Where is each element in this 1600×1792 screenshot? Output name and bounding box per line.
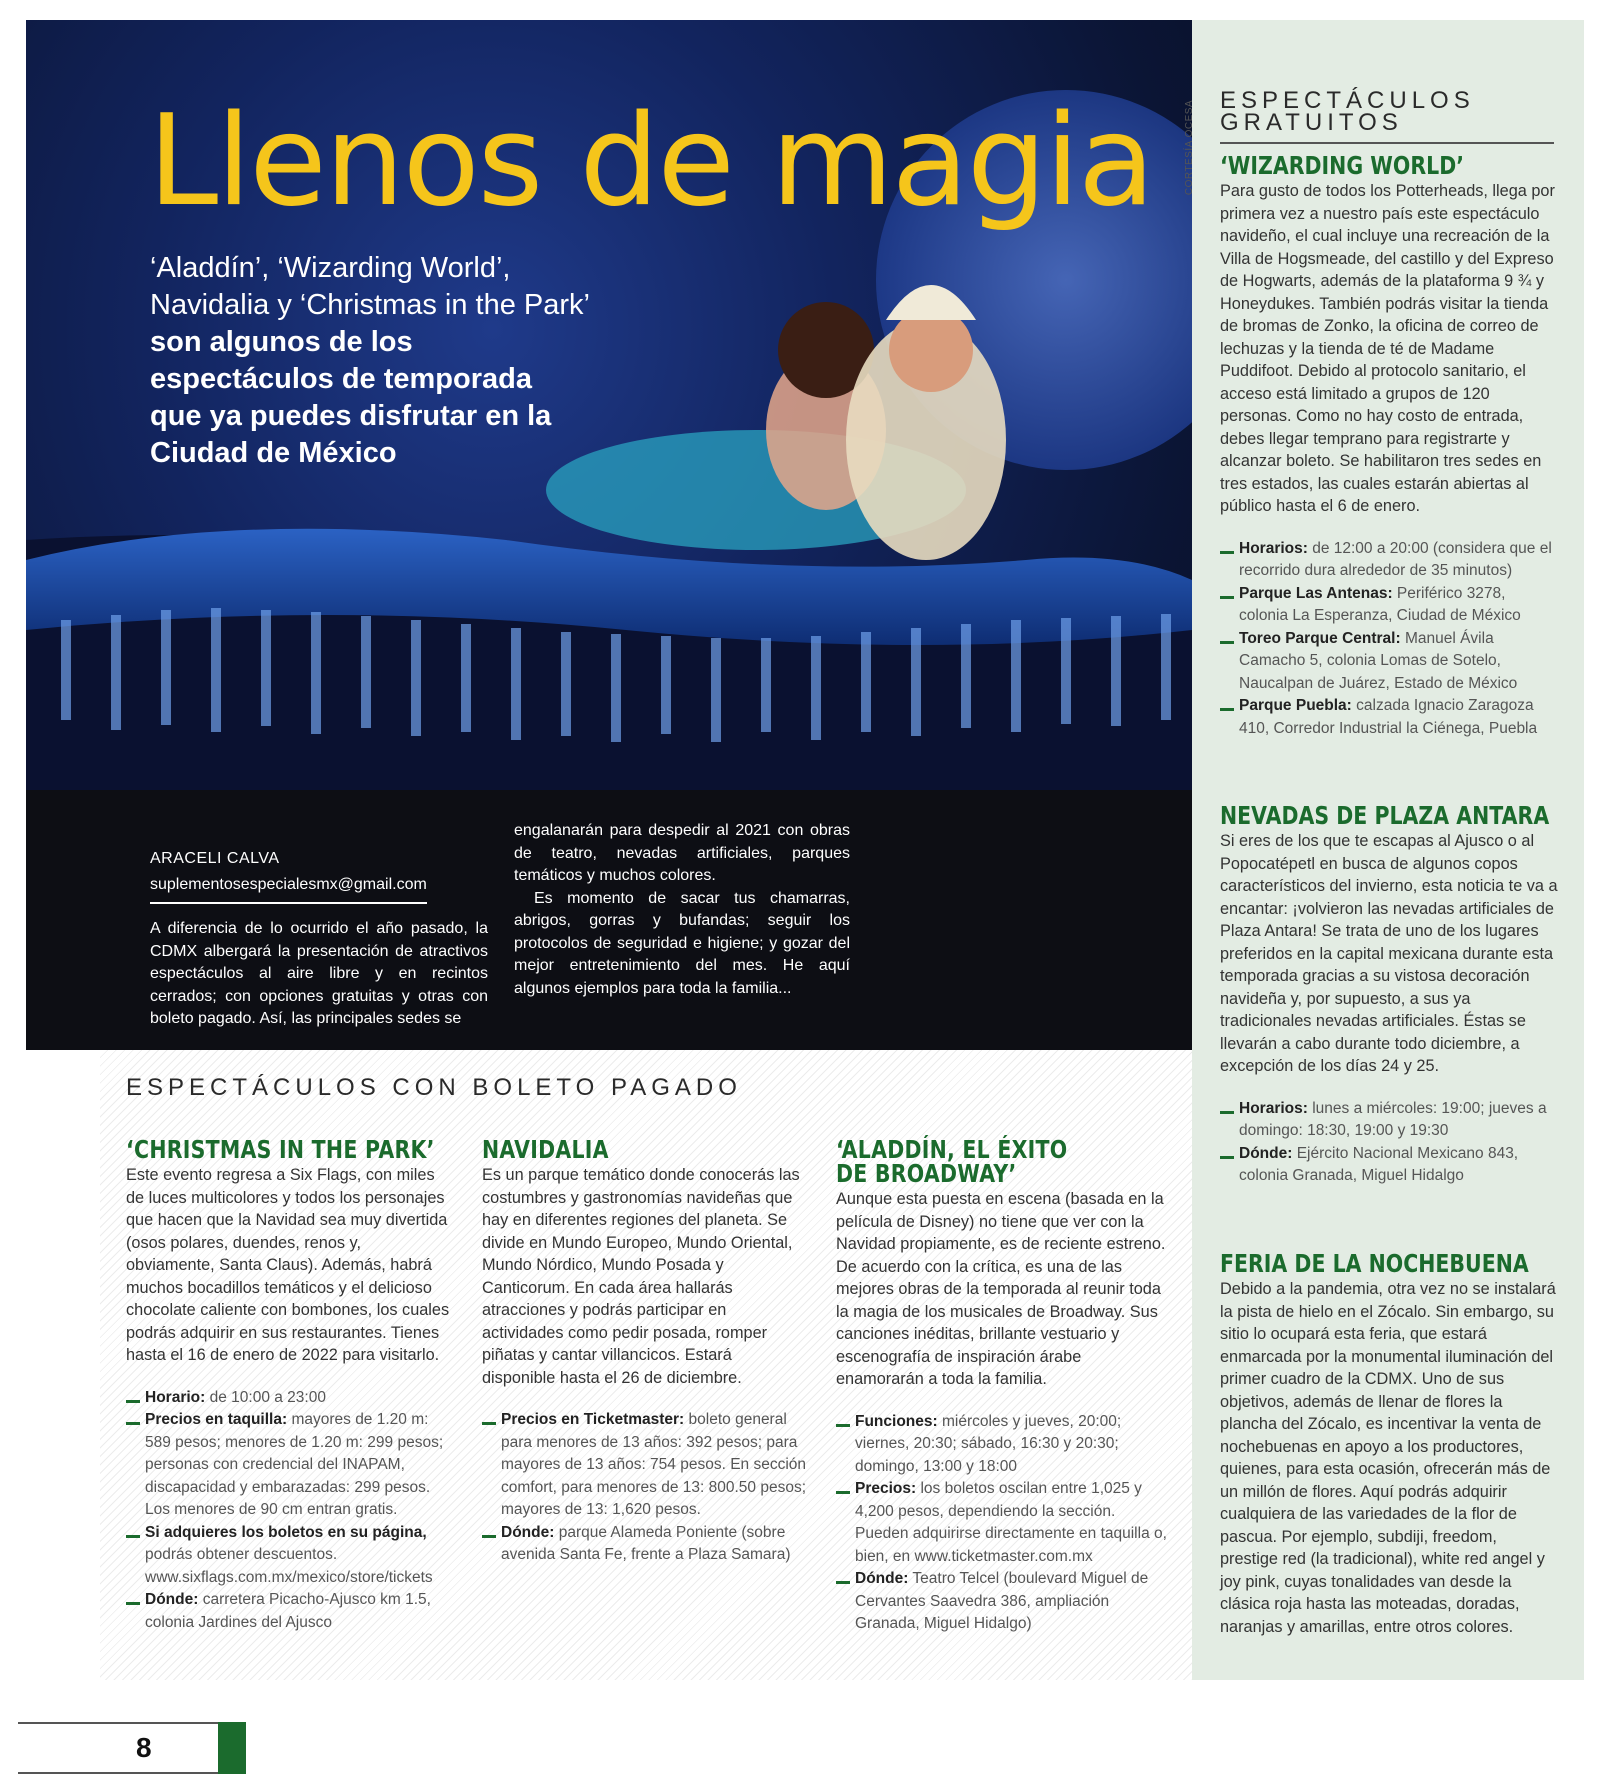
info-item <box>126 1589 452 1634</box>
info-text: podrás obtener descuentos. www.sixflags.com.mx/mexico/store/tickets <box>145 1546 433 1586</box>
info-label: Toreo Parque Central: <box>1239 629 1401 647</box>
info-text: carretera Picacho-Ajusco km 1.5, colonia Jardines del Ajusco <box>145 1591 431 1631</box>
byline-email: suplementosespecialesmx@gmail.com <box>150 876 427 904</box>
photo-credit <box>1184 92 1212 212</box>
info-text: de 12:00 a 20:00 (considera que el recorrido dura alrededor de 35 minutos) <box>1239 539 1552 579</box>
info-item <box>836 1411 1168 1479</box>
info-item <box>1220 695 1558 740</box>
byline-author: ARACELI CALVA <box>150 850 280 867</box>
article-title: ‘CHRISTMAS IN THE PARK’ <box>126 1135 435 1164</box>
info-text: Ejército Nacional Mexicano 843, colonia Granada, Miguel Hidalgo <box>1239 1144 1519 1184</box>
info-item <box>1220 1143 1558 1188</box>
article-navidalia <box>482 1135 808 1567</box>
info-list <box>1220 1098 1558 1188</box>
article-feria-nochebuena <box>1220 1249 1558 1638</box>
info-item <box>1220 538 1558 583</box>
info-item <box>1220 1098 1558 1143</box>
intro-column-1: A diferencia de lo ocurrido el año pasado, la CDMX albergará la presentación de atractivos espectáculos al aire libre y en recintos cerrados; con opciones gratuitas y otras con boleto pagado. Así, las principales sedes se <box>150 920 488 1027</box>
footer-rule <box>18 1772 218 1774</box>
info-text: calzada Ignacio Zaragoza 410, Corredor Industrial la Ciénega, Puebla <box>1239 697 1538 737</box>
headline: Llenos de magia <box>148 87 1154 234</box>
footer-rule <box>18 1722 218 1724</box>
article-body: Es un parque temático donde conocerás las costumbres y gastronomías navideñas que hay en diferentes regiones del planeta. Se divide en Mundo Europeo, Mundo Oriental, Mundo Nórdico, Mundo Posada y Canticorum. En cada área hallarás atracciones y podrás participar en actividades como pedir posada, romper piñatas y cantar villancicos. Estará disponible hasta el 26 de diciembre. <box>482 1166 800 1387</box>
info-label: Precios: <box>855 1480 917 1497</box>
info-label: Funciones: <box>855 1412 938 1430</box>
info-item <box>1220 628 1558 696</box>
info-text: Periférico 3278, colonia La Esperanza, Ciudad de México <box>1239 584 1521 624</box>
info-item <box>482 1409 808 1522</box>
article-title: FERIA DE LA NOCHEBUENA <box>1220 1249 1529 1278</box>
info-text: de 10:00 a 23:00 <box>205 1388 326 1406</box>
info-label: Precios en taquilla: <box>145 1411 288 1428</box>
article-wizarding-world <box>1220 151 1558 740</box>
info-list <box>1220 538 1558 741</box>
info-label: Parque Las Antenas: <box>1239 584 1393 602</box>
article-title-line: ‘ALADDÍN, EL ÉXITO <box>836 1135 1068 1164</box>
info-label: Dónde: <box>501 1523 555 1541</box>
info-item <box>836 1478 1168 1568</box>
info-text: parque Alameda Poniente (sobre avenida Santa Fe, frente a Plaza Samara) <box>501 1523 791 1563</box>
intro-column-2 <box>514 820 850 1000</box>
paid-shows-section <box>100 1050 1192 1680</box>
article-body: Este evento regresa a Six Flags, con miles de luces multicolores y todos los personajes que hacen que la Navidad sea muy divertida (osos polares, duendes, renos y, obviamente, Santa Claus). Además, habrá muchos bocadillos temáticos y el delicioso chocolate caliente con bombones, los cuales podrás adquirir en sus restaurantes. Tienes hasta el 16 de enero de 2022 para visitarlo. <box>126 1166 450 1364</box>
dek-light: ‘Aladdín’, ‘Wizarding World’, Navidalia y ‘Christmas in the Park’ <box>150 252 589 321</box>
info-text: Manuel Ávila Camacho 5, colonia Lomas de Sotelo, Naucalpan de Juárez, Estado de México <box>1239 629 1518 692</box>
info-item <box>126 1409 452 1522</box>
intro-paragraph: Es momento de sacar tus chamarras, abrigos, gorras y bufandas; seguir los protocolos de seguridad e higiene; y gozar del mejor entretenimiento del mes. He aquí algunos ejemplos para toda la familia... <box>514 889 850 997</box>
article-body: Aunque esta puesta en escena (basada en la película de Disney) no tiene que ver con la Navidad propiamente, es de reciente estreno. De acuerdo con la crítica, es una de las mejores obras de la temporada al reunir toda la magia de los musicales de Broadway. Sus canciones inéditas, brillante vestuario y escenografía de inspiración árabe enamorarán a toda la familia. <box>836 1190 1166 1388</box>
dek <box>150 250 590 472</box>
info-text: los boletos oscilan entre 1,025 y 4,200 pesos, dependiendo la sección. Pueden adquirirse directamente en taquilla o, bien, en www.ticketmaster.com.mx <box>855 1480 1167 1565</box>
photo-credit-text: CORTESÍA OCESA <box>1184 99 1196 196</box>
info-label: Dónde: <box>145 1591 199 1608</box>
article-title: NEVADAS DE PLAZA ANTARA <box>1220 801 1550 830</box>
paid-section-heading: ESPECTÁCULOS CON BOLETO PAGADO <box>126 1074 742 1101</box>
article-nevadas-antara <box>1220 801 1558 1188</box>
info-list <box>482 1409 808 1567</box>
info-item <box>126 1387 452 1410</box>
info-label: Dónde: <box>1239 1144 1293 1162</box>
free-shows-sidebar <box>1192 20 1584 1680</box>
info-text: miércoles y jueves, 20:00; viernes, 20:30; sábado, 16:30 y 20:30; domingo, 13:00 y 18:00 <box>855 1412 1122 1475</box>
article-title-line: DE BROADWAY’ <box>836 1159 1017 1188</box>
info-item <box>1220 583 1558 628</box>
info-text: Teatro Telcel (boulevard Miguel de Cervantes Saavedra 386, ampliación Granada, Miguel Hidalgo) <box>855 1570 1149 1632</box>
info-list <box>126 1387 452 1635</box>
article-body: Para gusto de todos los Potterheads, llega por primera vez a nuestro país este espectáculo navideño, el cual incluye una recreación de la Villa de Hogsmeade, del castillo y del Expreso de Hogwarts, además de la plataforma 9 ¾ y Honeydukes. También podrás visitar la tienda de bromas de Zonko, la oficina de correo de lechuzas y la tienda de té de Madame Puddifoot. Debido al protocolo sanitario, el acceso está limitado a grupos de 120 personas. Como no hay costo de entrada, debes llegar temprano para registrarte y alcanzar boleto. Se habilitaron tres sedes en tres estados, las cuales estarán abiertas al público hasta el 6 de enero. <box>1220 182 1555 515</box>
info-item <box>126 1522 452 1590</box>
article-title: NAVIDALIA <box>482 1135 609 1164</box>
info-label: Horarios: <box>1239 1099 1308 1117</box>
article-aladdin <box>836 1135 1168 1636</box>
page-number: 8 <box>136 1732 152 1763</box>
info-text: lunes a miércoles: 19:00; jueves a domingo: 18:30, 19:00 y 19:30 <box>1239 1099 1547 1139</box>
info-label: Parque Puebla: <box>1239 697 1352 714</box>
info-label: Horario: <box>145 1388 206 1406</box>
hero-section <box>26 20 1192 1050</box>
dek-bold: son algunos de los espectáculos de temporada que ya puedes disfrutar en la Ciudad de México <box>150 326 552 469</box>
article-christmas-in-the-park <box>126 1135 452 1634</box>
article-title: ‘WIZARDING WORLD’ <box>1220 151 1465 180</box>
article-body: Debido a la pandemia, otra vez no se instalará la pista de hielo en el Zócalo. Sin embargo, su sitio lo ocupará esta feria, que estará enmarcada por la monumental iluminación del primer cuadro de la CDMX. Uno de sus objetivos, además de llenar de flores la plancha del Zócalo, es incentivar la venta de nochebuenas en apoyo a los productores, quienes, para esta ocasión, ofrecerán más de un millón de flores. Aquí podrás adquirir cualquiera de las variedades de la flor de pascua. Por ejemplo, subdiji, freedom, prestige red (la tradicional), white red angel y joy pink, cuyas tonalidades van desde la clásica roja hasta las moteadas, doradas, naranjas y amarillas, entre otros colores. <box>1220 1280 1556 1636</box>
intro-paragraph: engalanarán para despedir al 2021 con obras de teatro, nevadas artificiales, parques temáticos y muchos colores. <box>514 822 850 884</box>
info-list <box>836 1411 1168 1636</box>
info-label: Horarios: <box>1239 539 1308 557</box>
free-section-heading: ESPECTÁCULOS GRATUITOS <box>1220 90 1554 144</box>
info-item <box>482 1522 808 1567</box>
info-item <box>836 1568 1168 1636</box>
info-text: boleto general para menores de 13 años: 392 pesos; para mayores de 13 años: 754 pesos. En sección comfort, para menores de 13: 800.50 pesos; mayores de 13: 1,620 pesos. <box>501 1411 807 1518</box>
info-label: Dónde: <box>855 1570 909 1587</box>
footer-accent-block <box>218 1722 246 1774</box>
info-label: Si adquieres los boletos en su página, <box>145 1523 427 1541</box>
info-label: Precios en Ticketmaster: <box>501 1411 685 1428</box>
info-text: mayores de 1.20 m: 589 pesos; menores de 1.20 m: 299 pesos; personas con credencial del INAPAM, discapacidad y embarazadas: 299 pesos. Los menores de 90 cm entran gratis. <box>145 1411 444 1518</box>
article-body: Si eres de los que te escapas al Ajusco o al Popocatépetl en busca de algunos copos característicos del invierno, esta noticia te va a encantar: ¡volvieron las nevadas artificiales de Plaza Antara! Se trata de uno de los lugares preferidos en la capital mexicana durante esta temporada gracias a su vistosa decoración navideña y, por supuesto, a sus ya tradicionales nevadas artificiales. Éstas se llevarán a cabo durante todo diciembre, a excepción de los días 24 y 25. <box>1220 832 1558 1075</box>
